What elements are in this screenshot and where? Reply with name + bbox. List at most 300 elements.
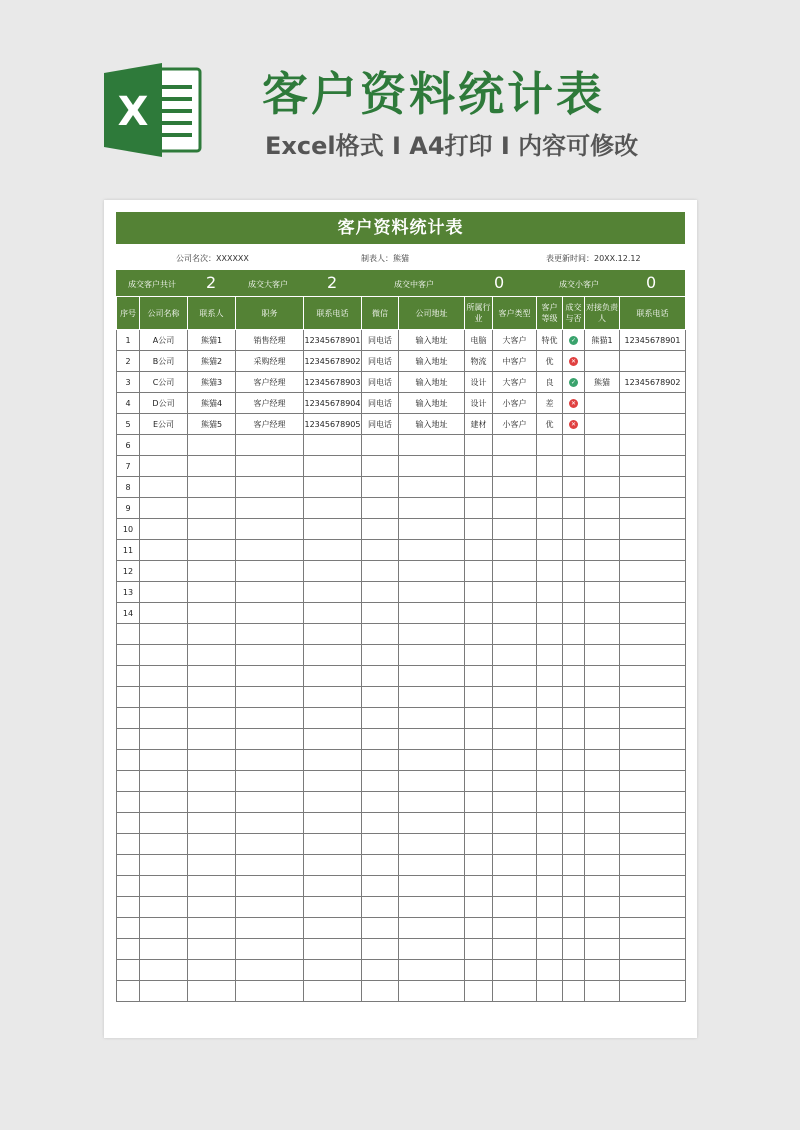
- table-cell[interactable]: [620, 519, 686, 540]
- table-cell[interactable]: [563, 729, 585, 750]
- table-cell[interactable]: [362, 456, 399, 477]
- table-cell[interactable]: [563, 813, 585, 834]
- table-cell[interactable]: [537, 435, 563, 456]
- table-cell[interactable]: [585, 540, 620, 561]
- table-cell[interactable]: [304, 897, 362, 918]
- table-cell[interactable]: [399, 960, 465, 981]
- table-cell[interactable]: [304, 960, 362, 981]
- table-cell[interactable]: [465, 750, 493, 771]
- table-cell[interactable]: [304, 624, 362, 645]
- table-cell[interactable]: [465, 477, 493, 498]
- table-cell[interactable]: [362, 477, 399, 498]
- table-cell[interactable]: [236, 855, 304, 876]
- table-cell[interactable]: [537, 792, 563, 813]
- table-cell[interactable]: [585, 939, 620, 960]
- table-cell[interactable]: [399, 981, 465, 1002]
- table-cell[interactable]: [304, 540, 362, 561]
- table-cell[interactable]: [493, 918, 537, 939]
- table-cell[interactable]: [362, 750, 399, 771]
- table-cell[interactable]: [585, 729, 620, 750]
- table-cell[interactable]: 5: [117, 414, 140, 435]
- table-cell[interactable]: [465, 519, 493, 540]
- table-cell[interactable]: [399, 708, 465, 729]
- table-cell[interactable]: [563, 876, 585, 897]
- table-cell[interactable]: [620, 666, 686, 687]
- table-cell[interactable]: [117, 939, 140, 960]
- table-cell[interactable]: [563, 771, 585, 792]
- table-cell[interactable]: [493, 687, 537, 708]
- table-cell[interactable]: [362, 498, 399, 519]
- table-cell[interactable]: [585, 981, 620, 1002]
- table-cell[interactable]: [362, 708, 399, 729]
- table-cell[interactable]: [399, 813, 465, 834]
- table-cell[interactable]: [117, 981, 140, 1002]
- table-cell[interactable]: [585, 897, 620, 918]
- table-cell[interactable]: [117, 624, 140, 645]
- table-cell[interactable]: [563, 666, 585, 687]
- table-cell[interactable]: 12345678901: [304, 330, 362, 351]
- table-cell[interactable]: [563, 960, 585, 981]
- table-cell[interactable]: [188, 897, 236, 918]
- table-cell[interactable]: 同电话: [362, 414, 399, 435]
- table-cell[interactable]: 良: [537, 372, 563, 393]
- table-cell[interactable]: [117, 645, 140, 666]
- table-cell[interactable]: [236, 708, 304, 729]
- table-cell[interactable]: [563, 750, 585, 771]
- table-cell[interactable]: [465, 813, 493, 834]
- table-cell[interactable]: [304, 435, 362, 456]
- table-cell[interactable]: [563, 981, 585, 1002]
- table-cell[interactable]: [493, 603, 537, 624]
- table-cell[interactable]: [117, 876, 140, 897]
- table-cell[interactable]: 熊猫3: [188, 372, 236, 393]
- table-cell[interactable]: [362, 792, 399, 813]
- table-cell[interactable]: [620, 393, 686, 414]
- table-cell[interactable]: 输入地址: [399, 414, 465, 435]
- table-cell[interactable]: [399, 876, 465, 897]
- table-cell[interactable]: [304, 813, 362, 834]
- table-cell[interactable]: [117, 792, 140, 813]
- table-cell[interactable]: [537, 750, 563, 771]
- table-cell[interactable]: [188, 498, 236, 519]
- table-cell[interactable]: [537, 561, 563, 582]
- table-cell[interactable]: [140, 666, 188, 687]
- table-cell[interactable]: [362, 918, 399, 939]
- table-cell[interactable]: 11: [117, 540, 140, 561]
- table-cell[interactable]: [399, 750, 465, 771]
- table-cell[interactable]: [563, 456, 585, 477]
- table-cell[interactable]: [188, 729, 236, 750]
- table-cell[interactable]: 1: [117, 330, 140, 351]
- table-cell[interactable]: 12: [117, 561, 140, 582]
- table-cell[interactable]: [537, 918, 563, 939]
- table-cell[interactable]: [399, 624, 465, 645]
- table-cell[interactable]: [563, 540, 585, 561]
- table-cell[interactable]: [188, 624, 236, 645]
- table-cell[interactable]: [537, 897, 563, 918]
- table-cell[interactable]: [563, 834, 585, 855]
- table-cell[interactable]: [563, 897, 585, 918]
- table-cell[interactable]: [585, 771, 620, 792]
- table-cell[interactable]: [493, 792, 537, 813]
- table-cell[interactable]: [620, 897, 686, 918]
- table-cell[interactable]: [620, 624, 686, 645]
- table-cell[interactable]: [117, 855, 140, 876]
- table-cell[interactable]: [188, 687, 236, 708]
- table-cell[interactable]: [362, 960, 399, 981]
- table-cell[interactable]: [188, 960, 236, 981]
- table-cell[interactable]: [493, 540, 537, 561]
- table-cell[interactable]: [563, 624, 585, 645]
- table-cell[interactable]: [465, 939, 493, 960]
- table-cell[interactable]: [493, 813, 537, 834]
- table-cell[interactable]: [620, 414, 686, 435]
- table-cell[interactable]: 同电话: [362, 372, 399, 393]
- table-cell[interactable]: [140, 939, 188, 960]
- table-cell[interactable]: [585, 687, 620, 708]
- table-cell[interactable]: [399, 540, 465, 561]
- table-cell[interactable]: [140, 897, 188, 918]
- table-cell[interactable]: [493, 876, 537, 897]
- table-cell[interactable]: [140, 582, 188, 603]
- table-cell[interactable]: 优: [537, 351, 563, 372]
- table-cell[interactable]: [236, 876, 304, 897]
- table-cell[interactable]: [304, 498, 362, 519]
- table-cell[interactable]: [188, 435, 236, 456]
- table-cell[interactable]: [537, 834, 563, 855]
- table-cell[interactable]: [563, 855, 585, 876]
- table-cell[interactable]: [117, 834, 140, 855]
- table-cell[interactable]: [493, 456, 537, 477]
- table-cell[interactable]: [465, 582, 493, 603]
- table-cell[interactable]: [399, 939, 465, 960]
- table-cell[interactable]: [465, 960, 493, 981]
- table-cell[interactable]: [620, 813, 686, 834]
- table-cell[interactable]: C公司: [140, 372, 188, 393]
- table-cell[interactable]: [585, 624, 620, 645]
- table-cell[interactable]: [620, 918, 686, 939]
- table-cell[interactable]: [399, 435, 465, 456]
- table-cell[interactable]: [304, 750, 362, 771]
- table-cell[interactable]: [620, 456, 686, 477]
- table-cell[interactable]: B公司: [140, 351, 188, 372]
- table-cell[interactable]: 输入地址: [399, 351, 465, 372]
- table-cell[interactable]: [188, 792, 236, 813]
- table-cell[interactable]: [493, 477, 537, 498]
- table-cell[interactable]: [399, 771, 465, 792]
- table-cell[interactable]: [188, 561, 236, 582]
- table-cell[interactable]: [399, 498, 465, 519]
- table-cell[interactable]: [140, 540, 188, 561]
- table-cell[interactable]: [537, 687, 563, 708]
- table-cell[interactable]: [537, 855, 563, 876]
- table-cell[interactable]: [585, 876, 620, 897]
- table-cell[interactable]: [563, 582, 585, 603]
- table-cell[interactable]: [465, 918, 493, 939]
- table-cell[interactable]: [585, 393, 620, 414]
- table-cell[interactable]: [140, 876, 188, 897]
- table-cell[interactable]: [188, 708, 236, 729]
- table-cell[interactable]: [585, 603, 620, 624]
- table-cell[interactable]: [465, 855, 493, 876]
- table-cell[interactable]: 12345678904: [304, 393, 362, 414]
- table-cell[interactable]: [537, 729, 563, 750]
- table-cell[interactable]: 同电话: [362, 393, 399, 414]
- table-cell[interactable]: 客户经理: [236, 414, 304, 435]
- table-cell[interactable]: [563, 708, 585, 729]
- deal-status-cell[interactable]: [563, 372, 585, 393]
- table-cell[interactable]: [585, 645, 620, 666]
- table-cell[interactable]: [563, 939, 585, 960]
- table-cell[interactable]: [563, 645, 585, 666]
- table-cell[interactable]: [362, 771, 399, 792]
- table-cell[interactable]: [362, 540, 399, 561]
- table-cell[interactable]: 熊猫1: [585, 330, 620, 351]
- table-cell[interactable]: [117, 750, 140, 771]
- table-cell[interactable]: [304, 666, 362, 687]
- table-cell[interactable]: [585, 414, 620, 435]
- table-cell[interactable]: [236, 813, 304, 834]
- table-cell[interactable]: [620, 876, 686, 897]
- table-cell[interactable]: [465, 792, 493, 813]
- table-cell[interactable]: [304, 687, 362, 708]
- table-cell[interactable]: [236, 918, 304, 939]
- table-cell[interactable]: [585, 351, 620, 372]
- table-cell[interactable]: 输入地址: [399, 372, 465, 393]
- table-cell[interactable]: [188, 519, 236, 540]
- table-cell[interactable]: [236, 897, 304, 918]
- table-cell[interactable]: D公司: [140, 393, 188, 414]
- table-cell[interactable]: 10: [117, 519, 140, 540]
- table-cell[interactable]: [188, 981, 236, 1002]
- table-cell[interactable]: [465, 771, 493, 792]
- table-cell[interactable]: [304, 645, 362, 666]
- table-cell[interactable]: 优: [537, 414, 563, 435]
- table-cell[interactable]: [493, 729, 537, 750]
- table-cell[interactable]: 熊猫: [585, 372, 620, 393]
- table-cell[interactable]: [362, 729, 399, 750]
- table-cell[interactable]: [537, 981, 563, 1002]
- table-cell[interactable]: [140, 624, 188, 645]
- table-cell[interactable]: [585, 666, 620, 687]
- table-cell[interactable]: 大客户: [493, 372, 537, 393]
- table-cell[interactable]: [188, 918, 236, 939]
- table-cell[interactable]: [620, 855, 686, 876]
- table-cell[interactable]: 熊猫4: [188, 393, 236, 414]
- table-cell[interactable]: 客户经理: [236, 393, 304, 414]
- table-cell[interactable]: [563, 435, 585, 456]
- table-cell[interactable]: [620, 582, 686, 603]
- table-cell[interactable]: [236, 624, 304, 645]
- table-cell[interactable]: E公司: [140, 414, 188, 435]
- table-cell[interactable]: [537, 771, 563, 792]
- table-cell[interactable]: [362, 561, 399, 582]
- table-cell[interactable]: 8: [117, 477, 140, 498]
- table-cell[interactable]: [140, 687, 188, 708]
- table-cell[interactable]: [493, 834, 537, 855]
- table-cell[interactable]: 大客户: [493, 330, 537, 351]
- table-cell[interactable]: [188, 876, 236, 897]
- table-cell[interactable]: [465, 666, 493, 687]
- table-cell[interactable]: [563, 687, 585, 708]
- table-cell[interactable]: [140, 708, 188, 729]
- table-cell[interactable]: [188, 813, 236, 834]
- table-cell[interactable]: [563, 561, 585, 582]
- table-cell[interactable]: 电脑: [465, 330, 493, 351]
- table-cell[interactable]: [563, 603, 585, 624]
- table-cell[interactable]: [140, 645, 188, 666]
- table-cell[interactable]: [493, 666, 537, 687]
- table-cell[interactable]: [362, 666, 399, 687]
- table-cell[interactable]: [140, 834, 188, 855]
- table-cell[interactable]: 12345678905: [304, 414, 362, 435]
- table-cell[interactable]: 3: [117, 372, 140, 393]
- table-cell[interactable]: [399, 456, 465, 477]
- table-cell[interactable]: [465, 435, 493, 456]
- table-cell[interactable]: [117, 687, 140, 708]
- table-cell[interactable]: [362, 897, 399, 918]
- table-cell[interactable]: [304, 834, 362, 855]
- table-cell[interactable]: [399, 687, 465, 708]
- table-cell[interactable]: [362, 981, 399, 1002]
- table-cell[interactable]: [465, 561, 493, 582]
- table-cell[interactable]: [362, 519, 399, 540]
- table-cell[interactable]: 中客户: [493, 351, 537, 372]
- table-cell[interactable]: [304, 792, 362, 813]
- table-cell[interactable]: [399, 477, 465, 498]
- table-cell[interactable]: [493, 561, 537, 582]
- table-cell[interactable]: 建材: [465, 414, 493, 435]
- table-cell[interactable]: [140, 792, 188, 813]
- table-cell[interactable]: [236, 477, 304, 498]
- table-cell[interactable]: [465, 897, 493, 918]
- table-cell[interactable]: [465, 729, 493, 750]
- table-cell[interactable]: [188, 771, 236, 792]
- table-cell[interactable]: [620, 708, 686, 729]
- deal-status-cell[interactable]: [563, 351, 585, 372]
- table-cell[interactable]: [620, 981, 686, 1002]
- table-cell[interactable]: [188, 834, 236, 855]
- table-cell[interactable]: [304, 582, 362, 603]
- table-cell[interactable]: [493, 750, 537, 771]
- table-cell[interactable]: 12345678902: [304, 351, 362, 372]
- table-cell[interactable]: 设计: [465, 372, 493, 393]
- table-cell[interactable]: [117, 897, 140, 918]
- table-cell[interactable]: [493, 624, 537, 645]
- table-cell[interactable]: [362, 813, 399, 834]
- table-cell[interactable]: [493, 519, 537, 540]
- table-cell[interactable]: [399, 897, 465, 918]
- table-cell[interactable]: [362, 939, 399, 960]
- table-cell[interactable]: [117, 771, 140, 792]
- table-cell[interactable]: [140, 918, 188, 939]
- table-cell[interactable]: [620, 729, 686, 750]
- table-cell[interactable]: [140, 519, 188, 540]
- table-cell[interactable]: [140, 603, 188, 624]
- table-cell[interactable]: [620, 939, 686, 960]
- table-cell[interactable]: [563, 498, 585, 519]
- table-cell[interactable]: [236, 603, 304, 624]
- table-cell[interactable]: [493, 708, 537, 729]
- table-cell[interactable]: [140, 855, 188, 876]
- table-cell[interactable]: [188, 666, 236, 687]
- table-cell[interactable]: [537, 540, 563, 561]
- table-cell[interactable]: [117, 918, 140, 939]
- table-cell[interactable]: [399, 561, 465, 582]
- table-cell[interactable]: [236, 687, 304, 708]
- table-cell[interactable]: [117, 813, 140, 834]
- table-cell[interactable]: [537, 519, 563, 540]
- table-cell[interactable]: [585, 855, 620, 876]
- deal-status-cell[interactable]: [563, 393, 585, 414]
- table-cell[interactable]: [585, 708, 620, 729]
- table-cell[interactable]: [399, 603, 465, 624]
- table-cell[interactable]: [493, 771, 537, 792]
- table-cell[interactable]: 同电话: [362, 330, 399, 351]
- table-cell[interactable]: [140, 813, 188, 834]
- table-cell[interactable]: [304, 855, 362, 876]
- table-cell[interactable]: [620, 498, 686, 519]
- table-cell[interactable]: 熊猫2: [188, 351, 236, 372]
- table-cell[interactable]: 熊猫1: [188, 330, 236, 351]
- table-cell[interactable]: [188, 939, 236, 960]
- table-cell[interactable]: [465, 603, 493, 624]
- table-cell[interactable]: [493, 897, 537, 918]
- table-cell[interactable]: [465, 498, 493, 519]
- table-cell[interactable]: [304, 477, 362, 498]
- table-cell[interactable]: 12345678902: [620, 372, 686, 393]
- table-cell[interactable]: [362, 645, 399, 666]
- table-cell[interactable]: [304, 918, 362, 939]
- table-cell[interactable]: [362, 603, 399, 624]
- table-cell[interactable]: [188, 540, 236, 561]
- table-cell[interactable]: [620, 750, 686, 771]
- table-cell[interactable]: [304, 876, 362, 897]
- table-cell[interactable]: [140, 477, 188, 498]
- table-cell[interactable]: [304, 981, 362, 1002]
- table-cell[interactable]: [236, 435, 304, 456]
- table-cell[interactable]: [399, 519, 465, 540]
- table-cell[interactable]: 熊猫5: [188, 414, 236, 435]
- table-cell[interactable]: [140, 561, 188, 582]
- table-cell[interactable]: 物流: [465, 351, 493, 372]
- table-cell[interactable]: 输入地址: [399, 393, 465, 414]
- table-cell[interactable]: 小客户: [493, 393, 537, 414]
- table-cell[interactable]: 采购经理: [236, 351, 304, 372]
- table-cell[interactable]: [465, 708, 493, 729]
- table-cell[interactable]: [620, 351, 686, 372]
- table-cell[interactable]: [117, 729, 140, 750]
- table-cell[interactable]: [399, 666, 465, 687]
- table-cell[interactable]: [537, 456, 563, 477]
- table-cell[interactable]: [620, 435, 686, 456]
- table-cell[interactable]: 特优: [537, 330, 563, 351]
- table-cell[interactable]: [620, 603, 686, 624]
- table-cell[interactable]: [465, 687, 493, 708]
- table-cell[interactable]: [362, 582, 399, 603]
- table-cell[interactable]: [236, 771, 304, 792]
- table-cell[interactable]: [465, 981, 493, 1002]
- table-cell[interactable]: [493, 645, 537, 666]
- table-cell[interactable]: [399, 645, 465, 666]
- table-cell[interactable]: [236, 456, 304, 477]
- table-cell[interactable]: 设计: [465, 393, 493, 414]
- table-cell[interactable]: [537, 876, 563, 897]
- table-cell[interactable]: [304, 939, 362, 960]
- deal-status-cell[interactable]: [563, 414, 585, 435]
- table-cell[interactable]: [188, 456, 236, 477]
- table-cell[interactable]: [563, 519, 585, 540]
